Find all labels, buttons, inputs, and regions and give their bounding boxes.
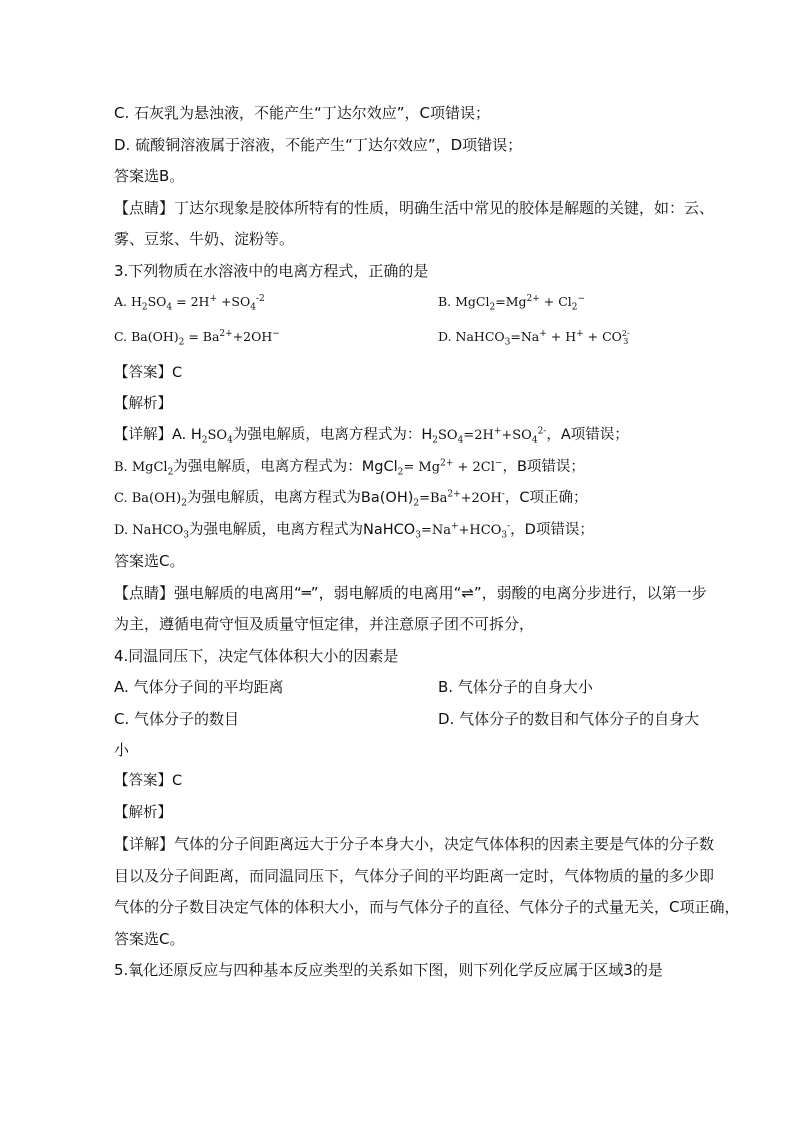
q3-answer: 【答案】C <box>114 365 183 381</box>
q3-dianjing-1: 【点睛】强电解质的电离用“═”，弱电解质的电离用“⇌”，弱酸的电离分步进行，以第一步 <box>114 584 707 602</box>
q4-option-d: D. 气体分子的数目和气体分子的自身大 <box>438 710 700 728</box>
q4-option-c: C. 气体分子的数目 <box>114 710 240 728</box>
q3-detail-b: B. MgCl$_2$为强电解质，电离方程式为：MgCl$_2$= $Mg^{2+} + 2Cl^-$，B项错误； <box>114 458 585 478</box>
q4-analysis-heading: 【解析】 <box>114 805 172 821</box>
carbonate-charge-stack: 2- 3 <box>621 328 630 346</box>
q4-option-b: B. 气体分子的自身大小 <box>438 678 593 696</box>
q4-detail-2: 目以及分子间距离，而同温同压下，气体分子间的平均距离一定时，气体物质的量的多少即 <box>114 867 715 885</box>
explanation-line-c: C. 石灰乳为悬浊液，不能产生“丁达尔效应”，C项错误； <box>114 104 491 122</box>
q4-option-d-wrap: 小 <box>114 741 130 759</box>
dianjing-line-2: 雾、豆浆、牛奶、淀粉等。 <box>114 230 295 248</box>
q3-answer-select: 答案选C。 <box>114 552 185 570</box>
question-3-stem: 3.下列物质在水溶液中的电离方程式，正确的是 <box>114 262 429 280</box>
answer-select-line: 答案选B。 <box>114 167 185 185</box>
q3-option-c: C. $Ba(OH)_2 = Ba^{2+}+2OH^-$ <box>114 328 280 348</box>
q4-answer-select: 答案选C。 <box>114 930 185 948</box>
q3-detail-c: C. $Ba(OH)_2$为强电解质，电离方程式为$Ba(OH)_2=Ba^{2+}+2OH^-$，C项正确； <box>114 489 588 509</box>
explanation-line-d: D. 硫酸铜溶液属于溶液，不能产生“丁达尔效应”，D项错误； <box>114 136 523 154</box>
q3-option-a: A. $H_2SO_4 = 2H^+ +SO_4^{-2}$ <box>114 293 265 313</box>
q3-dianjing-2: 为主，遵循电荷守恒及质量守恒定律，并注意原子团不可拆分， <box>114 615 535 633</box>
q3-analysis-heading: 【解析】 <box>114 396 172 412</box>
question-4-stem: 4.同温同压下，决定气体体积大小的因素是 <box>114 647 399 665</box>
q3-option-b: B. $MgCl_2=Mg^{2+} + Cl_2^-$ <box>438 293 586 313</box>
dianjing-line-1: 【点睛】丁达尔现象是胶体所特有的性质，明确生活中常见的胶体是解题的关键，如：云、 <box>114 199 715 217</box>
q3-option-d: D. NaHCO$_3$=Na+ + H+ + CO 2- 3 <box>438 328 630 348</box>
question-5-stem: 5.氧化还原反应与四种基本反应类型的关系如下图，则下列化学反应属于区域3的是 <box>114 961 663 979</box>
q4-option-a: A. 气体分子间的平均距离 <box>114 678 284 696</box>
q4-detail-1: 【详解】气体的分子间距离远大于分子本身大小，决定气体体积的因素主要是气体的分子数 <box>114 835 715 853</box>
q3-detail-a: 【详解】A. $H_2SO_4$为强电解质，电离方程式为：$H_2SO_4=2H^++SO_4^{2-}$，A项错误； <box>114 426 629 446</box>
q3-detail-d: D. NaHCO$_3$为强电解质，电离方程式为$NaHCO_3=Na^++HCO_3^-$，D项错误； <box>114 521 594 541</box>
q4-detail-3: 气体的分子数目决定气体的体积大小，而与气体分子的直径、气体分子的式量无关，C项正确， <box>114 898 740 916</box>
q4-answer: 【答案】C <box>114 773 183 789</box>
